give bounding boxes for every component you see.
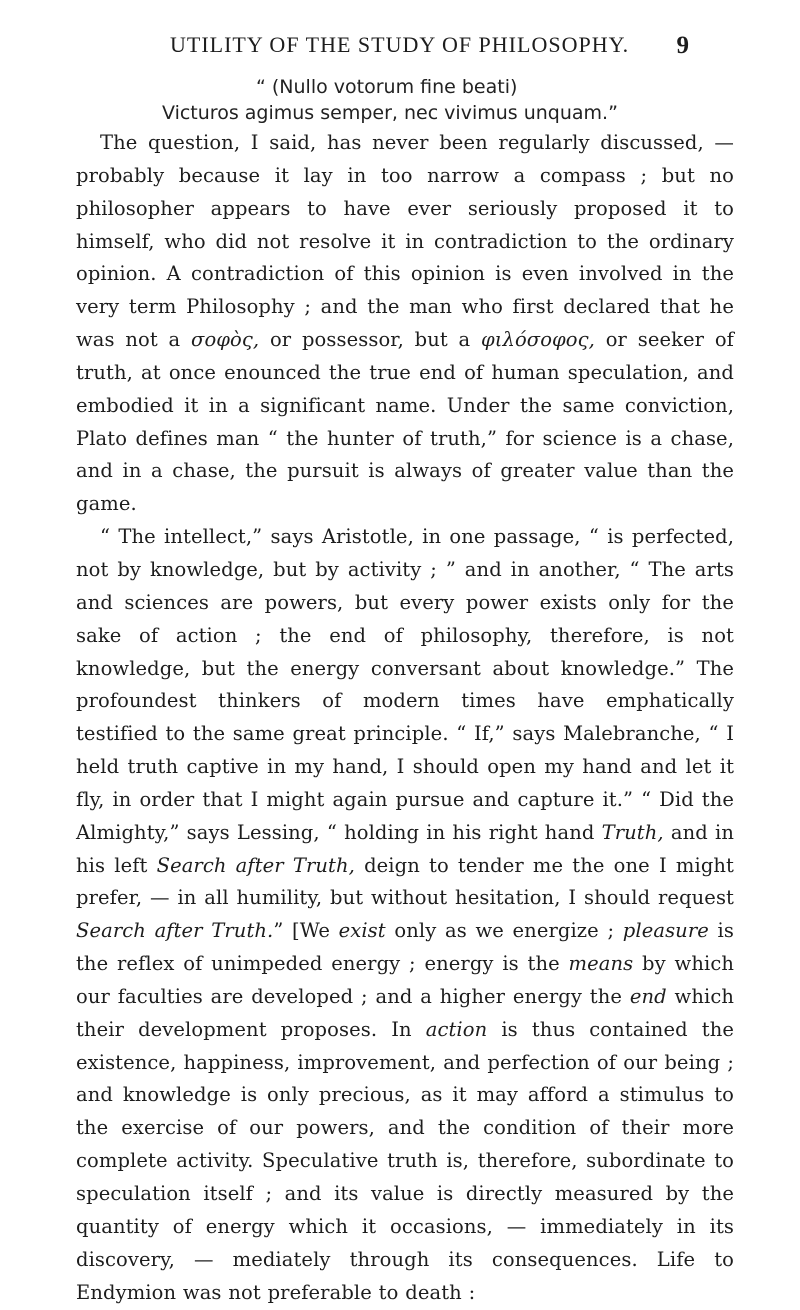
emphasis-action: action: [425, 1017, 488, 1041]
paragraph-2-text-g: by which our faculties are developed ; and a higher energy the: [76, 952, 734, 1008]
greek-sophos: σοφὸς,: [191, 328, 260, 352]
paragraph-1: [76, 127, 734, 521]
epigraph: [0, 74, 800, 126]
emphasis-search-after-truth: Search after Truth,: [156, 853, 355, 877]
body-text: [76, 127, 734, 1309]
paragraph-1-text-b: or possessor, but a: [259, 328, 481, 352]
emphasis-truth: Truth,: [601, 820, 664, 844]
epigraph-line-2: Victuros agimus semper, nec vivimus unquam.”: [162, 102, 618, 124]
paragraph-2: [76, 521, 734, 1309]
paragraph-2-text-c: deign to tender me the one I might prefer, — in all humility, but without hesitation, I should request: [76, 853, 734, 910]
page-number: 9: [676, 32, 690, 59]
emphasis-means: means: [568, 952, 634, 976]
paragraph-2-text-e: only as we energize ;: [385, 919, 623, 943]
paragraph-2-text-h: which their development proposes. In: [76, 984, 734, 1041]
paragraph-2-text-i: is thus contained the existence, happiness, improvement, and perfection of our being ; and knowledge is only precious, as it may afford a stimulus to the exercise of our powers, and the condition of their more complete activity. Speculative truth is, therefore, subordinate to speculation itself ; and its value is directly measured by the quantity of energy which it occasions, — immediately in its discovery, — mediately through its consequences. Life to Endymion was not preferable to death :: [76, 1017, 734, 1304]
emphasis-end: end: [629, 984, 667, 1008]
emphasis-pleasure: pleasure: [622, 919, 709, 943]
paragraph-1-text-a: The question, I said, has never been regularly discussed, — probably because it lay in too narrow a compass ; but no philosopher appears to have ever seriously proposed it to himself, who did not resolve it in contradiction to the ordinary opinion. A contradiction of this opinion is even involved in the very term Philosophy ; and the man who first declared that he was not a: [76, 131, 734, 352]
paragraph-2-text-b: and in his left: [76, 820, 735, 877]
paragraph-2-text-a: “ The intellect,” says Aristotle, in one passage, “ is perfected, not by knowledge, but by activity ; ” and in another, “ The arts and sciences are powers, but every power exists only for the sake of action ; the end of philosophy, therefore, is not knowledge, but the energy conversant about knowledge.” The profoundest thinkers of modern times have emphatically testified to the same great principle. “ If,” says Malebranche, “ I held truth captive in my hand, I should open my hand and let it fly, in order that I might again pursue and capture it.” “ Did the Almighty,” says Lessing, “ holding in his right hand: [76, 525, 734, 844]
running-head-title: UTILITY OF THE STUDY OF PHILOSOPHY.: [170, 32, 630, 57]
paragraph-2-text-d: ” [We: [273, 919, 339, 943]
greek-philosophos: φιλόσοφος,: [481, 328, 595, 352]
emphasis-search-after-truth-2: Search after Truth.: [76, 919, 274, 943]
running-head: [170, 32, 690, 58]
paragraph-1-text-c: or seeker of truth, at once enounced the true end of human speculation, and embodied it in a significant name. Under the same conviction, Plato defines man “ the hunter of truth,” for science is a chase, and in a chase, the pursuit is always of greater value than the game.: [76, 328, 734, 516]
paragraph-2-text-f: is the reflex of unimpeded energy ; energy is the: [76, 919, 734, 976]
emphasis-exist: exist: [338, 919, 386, 943]
epigraph-line-1: “ (Nullo votorum fine beati): [256, 76, 518, 98]
